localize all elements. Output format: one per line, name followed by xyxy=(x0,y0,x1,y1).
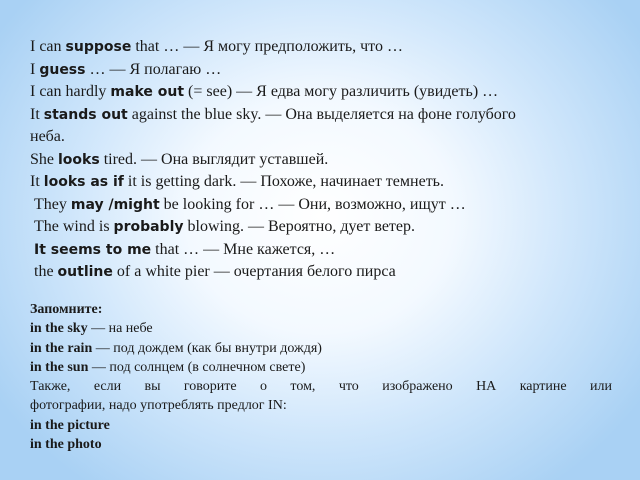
line-text: I can hardly xyxy=(30,83,111,100)
line-keyword: guess xyxy=(39,61,86,78)
line-keyword: It seems to me xyxy=(34,241,152,258)
line-translation: blowing. — Вероятно, дует ветер. xyxy=(183,218,416,235)
line-keyword: looks xyxy=(58,151,100,168)
phrase-line xyxy=(30,36,615,59)
phrase-line xyxy=(30,81,615,104)
line-translation: that … — Я могу предположить, что … xyxy=(131,38,403,55)
phrase-line xyxy=(30,194,615,217)
line-keyword: suppose xyxy=(65,39,132,55)
line-translation: of a white pier — очертания белого пирса xyxy=(112,263,396,280)
line-translation: tired. — Она выглядит уставшей. xyxy=(99,150,329,168)
line-text: I xyxy=(30,60,40,78)
phrase-line-continuation xyxy=(30,126,615,149)
line-text: the xyxy=(34,263,58,280)
line-keyword: stands out xyxy=(43,106,128,123)
line-keyword: probably xyxy=(113,219,184,235)
note-example: in the photo xyxy=(30,437,102,453)
phrase-line xyxy=(30,239,615,262)
line-keyword: make out xyxy=(110,84,185,100)
note-paragraph-continuation: фотографии, надо употреблять предлог IN: xyxy=(30,398,287,414)
note-paragraph: Также, если вы говорите о том, что изображено НА картине или xyxy=(30,379,612,395)
line-text: It xyxy=(30,173,44,190)
note-item xyxy=(30,339,612,358)
note-translation: — на небе xyxy=(87,321,153,337)
line-text: I can xyxy=(30,38,66,55)
note-example: in the picture xyxy=(30,417,110,433)
line-keyword: looks as if xyxy=(43,174,124,190)
note-item xyxy=(30,319,612,338)
phrase-line xyxy=(30,104,615,127)
note-keyword: in the sky xyxy=(30,321,88,337)
line-translation: that … — Мне кажется, … xyxy=(151,240,336,258)
phrase-line xyxy=(30,149,615,172)
phrase-line xyxy=(30,216,615,239)
line-text: The wind is xyxy=(34,218,114,235)
note-keyword: in the sun xyxy=(30,359,89,375)
phrase-line xyxy=(30,171,615,194)
remember-note xyxy=(30,300,612,454)
line-keyword: outline xyxy=(57,264,113,280)
note-translation: — под солнцем (в солнечном свете) xyxy=(88,359,306,375)
note-keyword: in the rain xyxy=(30,340,93,356)
note-translation: — под дождем (как бы внутри дождя) xyxy=(92,340,322,356)
line-keyword: may /might xyxy=(70,196,160,213)
line-translation: be looking for … — Они, возможно, ищут … xyxy=(159,195,466,213)
line-text: She xyxy=(30,150,58,168)
line-text: неба. xyxy=(30,128,65,145)
line-translation: against the blue sky. — Она выделяется на фоне голубого xyxy=(127,105,516,123)
line-translation: (= see) — Я едва могу различить (увидеть) … xyxy=(184,83,499,100)
line-text: It xyxy=(30,105,44,123)
phrase-line xyxy=(30,261,615,284)
note-item xyxy=(30,358,612,377)
phrase-list xyxy=(30,36,615,284)
phrase-line xyxy=(30,59,615,82)
line-text: They xyxy=(34,195,71,213)
line-translation: … — Я полагаю … xyxy=(85,60,222,78)
line-translation: it is getting dark. — Похоже, начинает темнеть. xyxy=(123,173,444,190)
note-heading: Запомните: xyxy=(30,302,103,317)
